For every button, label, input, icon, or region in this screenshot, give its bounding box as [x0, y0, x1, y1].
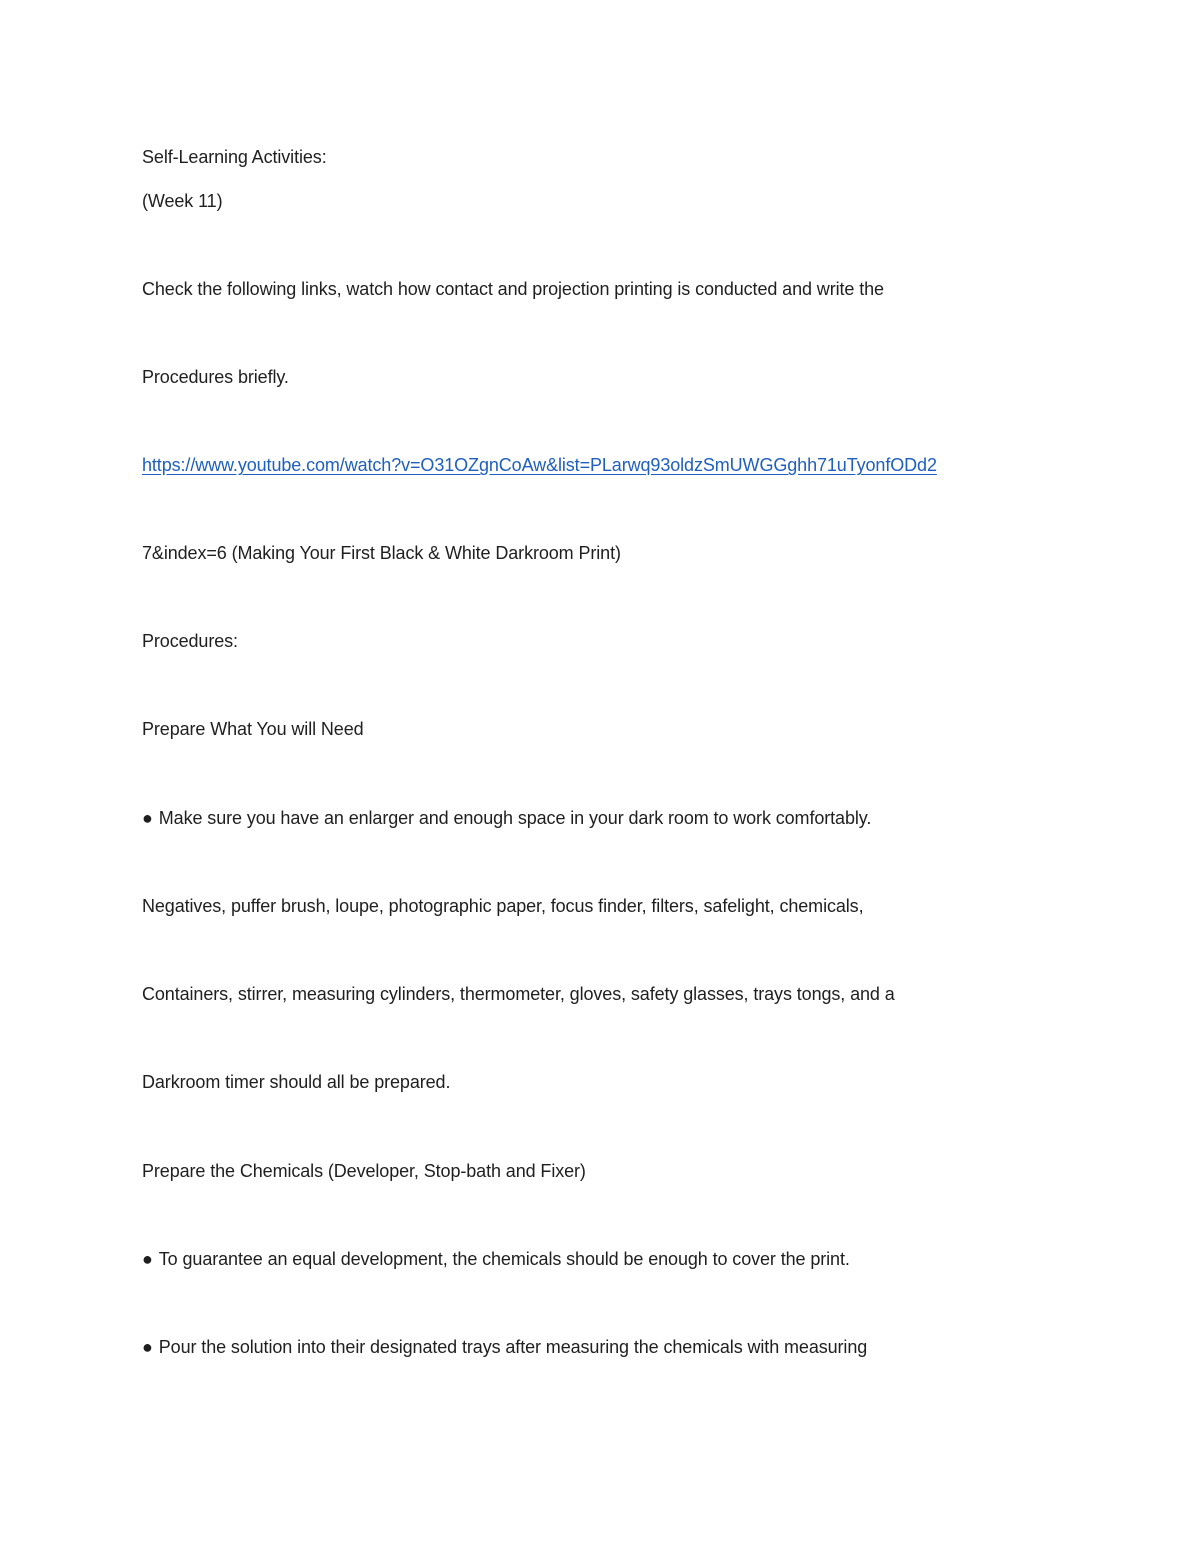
section-1-bullet-text: Make sure you have an enlarger and enough space in your dark room to work comfortably.: [158, 808, 872, 828]
section-1-text-line-1: Negatives, puffer brush, loupe, photographic paper, focus finder, filters, safelight, chemicals,: [142, 896, 864, 916]
instruction-line-1: Check the following links, watch how contact and projection printing is conducted and write the: [142, 279, 884, 299]
bullet-icon: ●: [142, 1337, 153, 1357]
section-1-title: Prepare What You will Need: [142, 719, 364, 739]
section-2-bullet-2-text: Pour the solution into their designated trays after measuring the chemicals with measuring: [158, 1337, 868, 1357]
section-1-text-line-2: Containers, stirrer, measuring cylinders, thermometer, gloves, safety glasses, trays tongs, and a: [142, 984, 895, 1004]
week-label: (Week 11): [142, 191, 223, 211]
section-2-title: Prepare the Chemicals (Developer, Stop-bath and Fixer): [142, 1161, 586, 1181]
section-1-bullet: [142, 807, 871, 829]
section-1-text-line-3: Darkroom timer should all be prepared.: [142, 1072, 451, 1092]
bullet-icon: ●: [142, 1249, 153, 1269]
heading: Self-Learning Activities:: [142, 147, 327, 167]
section-2-bullet-1-text: To guarantee an equal development, the chemicals should be enough to cover the print.: [158, 1249, 850, 1269]
instruction-line-2: Procedures briefly.: [142, 367, 289, 387]
bullet-icon: ●: [142, 808, 153, 828]
link-continuation: 7&index=6 (Making Your First Black & White Darkroom Print): [142, 543, 621, 563]
section-2-bullet-1: [142, 1248, 850, 1270]
procedures-label: Procedures:: [142, 631, 238, 651]
section-2-bullet-2: [142, 1336, 867, 1358]
youtube-link[interactable]: https://www.youtube.com/watch?v=O31OZgnCoAw&list=PLarwq93oldzSmUWGGghh71uTyonfODd2: [142, 455, 937, 475]
